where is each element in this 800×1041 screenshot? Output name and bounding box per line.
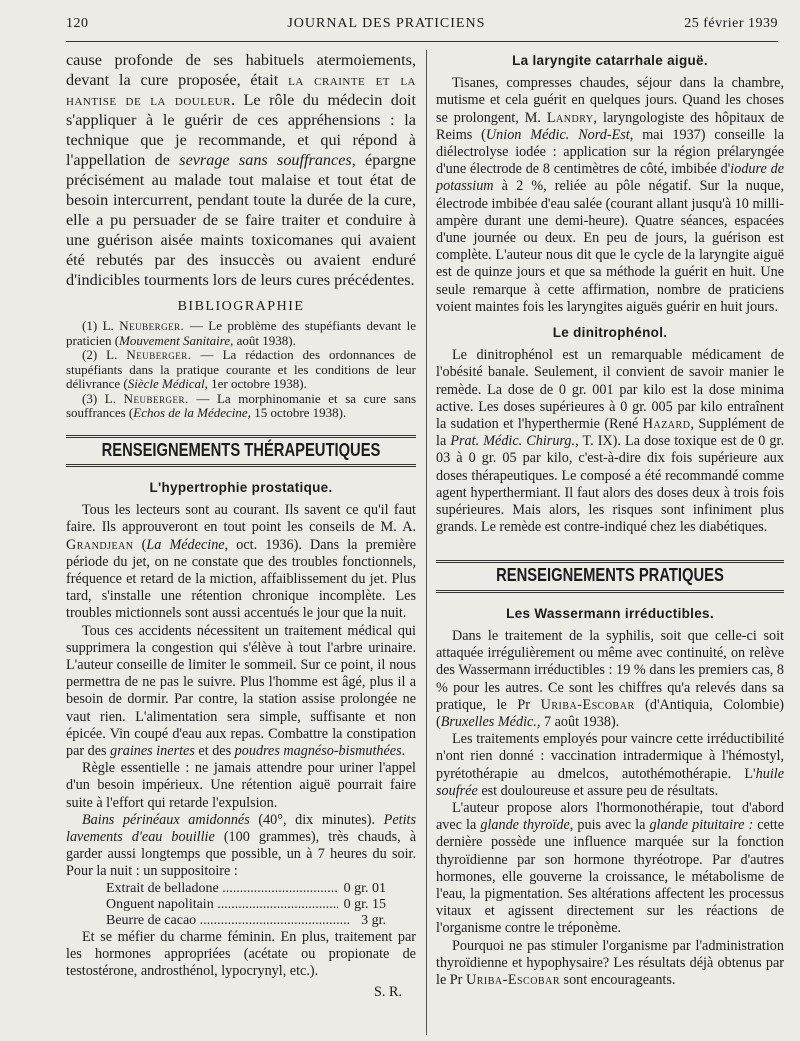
section-title: RENSEIGNEMENTS PRATIQUES [496,565,724,586]
article-title: La laryngite catarrhale aiguë. [512,53,708,68]
bibliography [66,319,416,421]
article-paragraph: Le dinitrophénol est un remarquable médicament de l'obésité banale. Seulement, il convient de savoir manier le remède. La dose de 0 gr. 001 par kilo est la dose minima active. Les doses supérieures à 0 gr. 005 par kilo entraînent la sudation et l'hyperthermie (René Hazard, Supplément de la Prat. Médic. Chirurg., T. IX). La dose toxique est de 0 gr. 03 à 0 gr. 05 par kilo, c'est-à-dire dix fois supérieure aux doses thérapeutiques. Le composé a été recommandé comme agent hyperthermiant. Il faut alors des doses deux à trois fois supérieures. Mais alors, les risques sont infiniment plus grands. Le remède est contre-indiqué chez les diabétiques. [436,347,785,536]
section-heading-box [436,560,784,592]
article-title: L'hypertrophie prostatique. [149,479,333,495]
prescription-row: Beurre de cacao ..... 3 gr. [106,913,386,929]
issue-date: 25 février 1939 [684,16,778,31]
article-title: Les Wassermann irréductibles. [506,605,714,621]
article-paragraph: Pourquoi ne pas stimuler l'organisme par l'administration thyroïdienne et hypophysaire? Les résultats déjà obtenus par le Pr Uriba-Escobar sont encourageants. [436,937,784,988]
right-column [436,50,784,989]
article-paragraph: Tisanes, compresses chaudes, séjour dans la chambre, mutisme et cela guérit en quelques jours. Quand les choses se prolongent, M. Landry, laryngologiste des hôpitaux de Reims (Union Médic. Nord-Est, mai 1937) conseille la diélectrolyse iodée : application sur la région prélaryngée d'une électrode de 8 centimètres de côté, imbibée d'iodure de potassium à 2 %, reliée au pôle négatif. Sur la nuque, électrode imbibée d'eau salée (courant allant jusqu'à 10 milli-ampère durant une demi-heure). Quatre séances, espacées d'une journée ou deux. En peu de jours, la guérison est complète. L'auteur nous dit que le cycle de la laryngite aiguë est de quinze jours et que sa méthode la guérit en huit. Une seule remarque à cette affirmation, nombre de praticiens voient maintes fois les laryngites aiguës guérir en huit jours. [436,75,785,315]
section-heading-block [66,435,416,467]
article-paragraph: Tous les lecteurs sont au courant. Ils savent ce qu'il faut faire. Ils approuveront en tout point les conseils de M. A. Grandjean (La Médecine, oct. 1936). Dans la première période du jet, on ne constate que des troubles fonctionnels, fréquence et retard de la miction, affaiblissement du jet. Plus tard, s'installe une rétention chronique incomplète. Les troubles mictionnels sont aussi accentués le jour que la nuit. [66,502,416,622]
bibliography-item: (2) L. Neuberger. — La rédaction des ordonnances de stupéfiants dans la pratique courante et les conditions de leur délivrance (Siècle Médical, 1er octobre 1938). [66,347,416,392]
section-heading-box [66,435,416,467]
article-paragraph: Bains périnéaux amidonnés (40°, dix minutes). Petits lavements d'eau bouillie (100 grammes), très chauds, à garder aussi longtemps que possible, un à 7 heures du soir. Pour la nuit : un suppositoire : [66,811,417,880]
intro-paragraph: cause profonde de ses habituels atermoiements, devant la cure proposée, était la crainte et la hantise de la douleur. Le rôle du médecin doit s'appliquer à le guérir de ces appréhensions : la technique que je recommande, et qui répond à l'appellation de sevrage sans souffrances, épargne précisément au malade tout malaise et tout état de besoin intercurrent, pendant toute la durée de la cure, elle a pu persuader de se faire traiter et conduire à une guérison aisée maints toxicomanes qui avaient été rebutés par des insuccès ou avaient enduré d'indicibles tourments lors de leurs cures précédentes. [66,51,417,289]
article-paragraph: Tous ces accidents nécessitent un traitement médical qui supprimera la congestion qui s'élève à tout l'arbre urinaire. L'auteur conseille de limiter le sommeil. Sur ce point, il nous permettra de ne pas le suivre. Plus l'homme est âgé, plus il a besoin de dormir. Par contre, la station assise prolongée ne vaut rien. L'alimentation sera simple, suffisante et non épicée. Vin coupé d'eau aux repas. Combattre la constipation par des graines inertes et des poudres magnéso-bismuthées. [66,622,416,759]
header-rule [66,41,778,42]
prescription-row: Onguent napolitain ..... 0 gr. 15 [106,897,386,913]
article-paragraph: Dans le traitement de la syphilis, soit que celle-ci soit attaquée irrégulièrement ou même avec continuité, on relève des Wassermann irréductibles : 19 % dans les premiers cas, 8 % pour les autres. Ce sont les chiffres qu'a relevés dans sa pratique, le Pr Uriba-Escobar (d'Antiquia, Colombie) (Bruxelles Médic., 7 août 1938). [436,627,784,730]
journal-title: JOURNAL DES PRATICIENS [287,16,486,31]
bibliography-item: (1) L. Neuberger. — Le problème des stupéfiants devant le praticien (Mouvement Sanitaire, août 1938). [66,318,416,348]
signature: S. R. [374,984,402,1001]
bibliography-item: (3) L. Neuberger. — La morphinomanie et sa cure sans souffrances (Echos de la Médecine, 15 octobre 1938). [66,390,417,421]
prescription-row: Extrait de belladone ..... 0 gr. 01 [106,881,386,897]
intro-block [66,50,416,290]
article-title: Le dinitrophénol. [552,325,668,341]
article-paragraph: L'auteur propose alors l'hormonothérapie, tout d'abord avec la glande thyroïde, puis avec la glande pituitaire : cette dernière possède une influence marquée sur la fonction thyroïdienne par son hormone thyréotrope. Par d'autres hormones, elle gouverne la croissance, le métabolisme de l'eau, la pigmentation. Ses altérations affectent les processus vitaux et agissent directement sur les réactions de l'organisme contre le tréponème. [436,799,785,937]
left-column [66,50,416,1001]
section-heading-block [436,560,784,592]
running-header [66,16,778,38]
prescription [106,881,386,929]
bibliography-title: BIBLIOGRAPHIE [177,299,305,314]
page-number: 120 [66,16,89,31]
column-divider [426,50,427,1035]
article-paragraph: Et se méfier du charme féminin. En plus, traitement par les hormones appropriées (acétate ou propionate de testostérone, androsthénol, lypocrynyl, etc.). [66,928,416,979]
article-paragraph: Les traitements employés pour vaincre cette irréductibilité n'ont rien donné : vaccination intradermique à l'hémostyl, pyrétothérapie au dmelcos, autothémothérapie. L'huile soufrée est douloureuse et assure peu de résultats. [436,731,784,799]
section-title: RENSEIGNEMENTS THÉRAPEUTIQUES [101,439,381,460]
article-paragraph: Règle essentielle : ne jamais attendre pour uriner l'appel d'un besoin impérieux. Une rétention aiguë pourrait faire suite à l'effort qui retarde l'expulsion. [66,760,416,811]
